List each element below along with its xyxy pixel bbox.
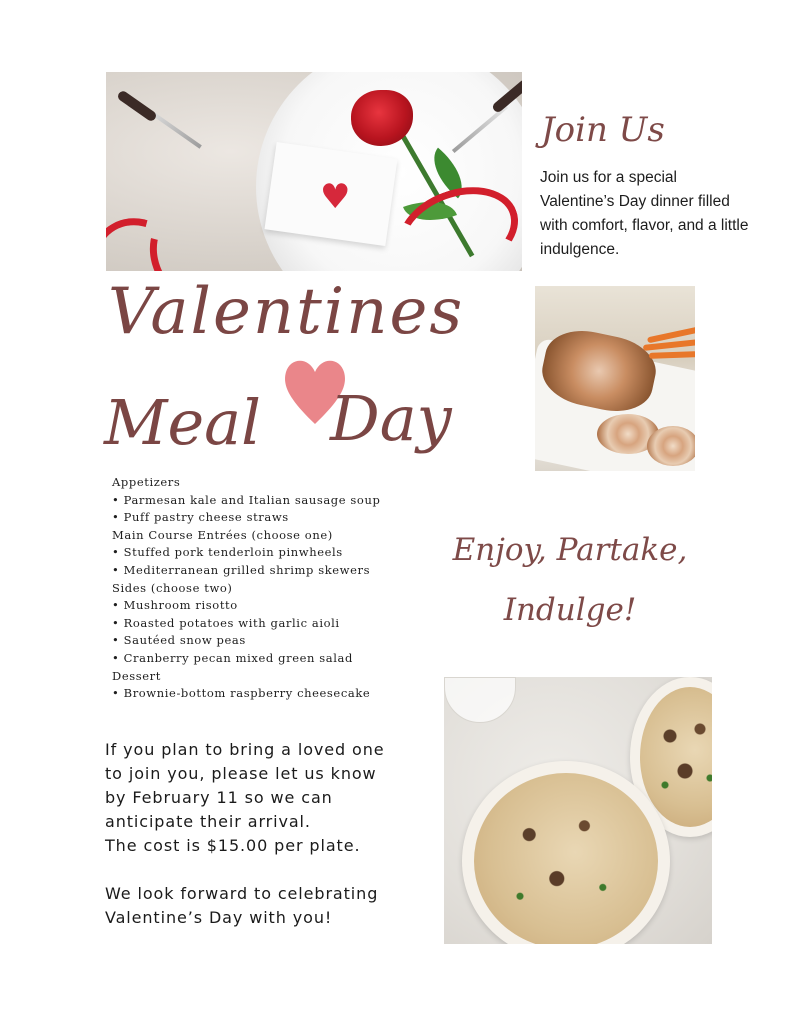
risotto (474, 773, 658, 944)
pork-pinwheel-photo (535, 286, 695, 471)
menu-section-appetizers: Appetizers (112, 475, 181, 489)
menu-item: • Parmesan kale and Italian sausage soup (112, 492, 381, 507)
mushroom-risotto-photo (444, 677, 712, 944)
join-us-text: Join us for a special Valentine’s Day dinner filled with comfort, flavor, and a little indulgence. (540, 169, 749, 258)
carrot (649, 351, 695, 359)
join-us-heading: Join Us (541, 110, 665, 150)
rsvp-line: by February 11 so we can (105, 788, 333, 807)
tagline (380, 520, 760, 640)
tagline-line-1: Enjoy, Partake, (452, 532, 688, 568)
menu-item: • Roasted potatoes with garlic aioli (112, 615, 340, 630)
fork-handle (116, 89, 158, 122)
menu-item: • Puff pastry cheese straws (112, 510, 289, 525)
heart-icon: ♥ (320, 177, 351, 217)
title-day: Day (330, 382, 452, 455)
menu-item: • Sautéed snow peas (112, 633, 246, 648)
rsvp-line: to join you, please let us know (105, 764, 377, 783)
rsvp-text (105, 738, 425, 930)
menu-section-sides: Sides (choose two) (112, 580, 233, 595)
valentine-table-photo (106, 72, 522, 271)
menu-section-dessert: Dessert (112, 668, 161, 683)
cost-line: The cost is $15.00 per plate. (105, 836, 361, 855)
closing-line: Valentine’s Day with you! (105, 908, 333, 927)
menu-item: • Brownie-bottom raspberry cheesecake (112, 686, 371, 701)
menu-item: • Mushroom risotto (112, 598, 238, 613)
menu-item: • Stuffed pork tenderloin pinwheels (112, 545, 343, 560)
rsvp-line: If you plan to bring a loved one (105, 740, 385, 759)
tagline-line-2: Indulge! (503, 592, 637, 628)
wine-glass (444, 677, 516, 723)
closing-line: We look forward to celebrating (105, 884, 379, 903)
menu-item: • Cranberry pecan mixed green salad (112, 650, 353, 665)
title-valentines: Valentines (108, 275, 465, 349)
menu-section-main-course: Main Course Entrées (choose one) (112, 527, 333, 542)
pork-slice (647, 426, 695, 466)
title-meal: Meal (104, 386, 261, 459)
menu-list (112, 474, 380, 703)
rsvp-line: anticipate their arrival. (105, 812, 311, 831)
menu-item: • Mediterranean grilled shrimp skewers (112, 562, 371, 577)
